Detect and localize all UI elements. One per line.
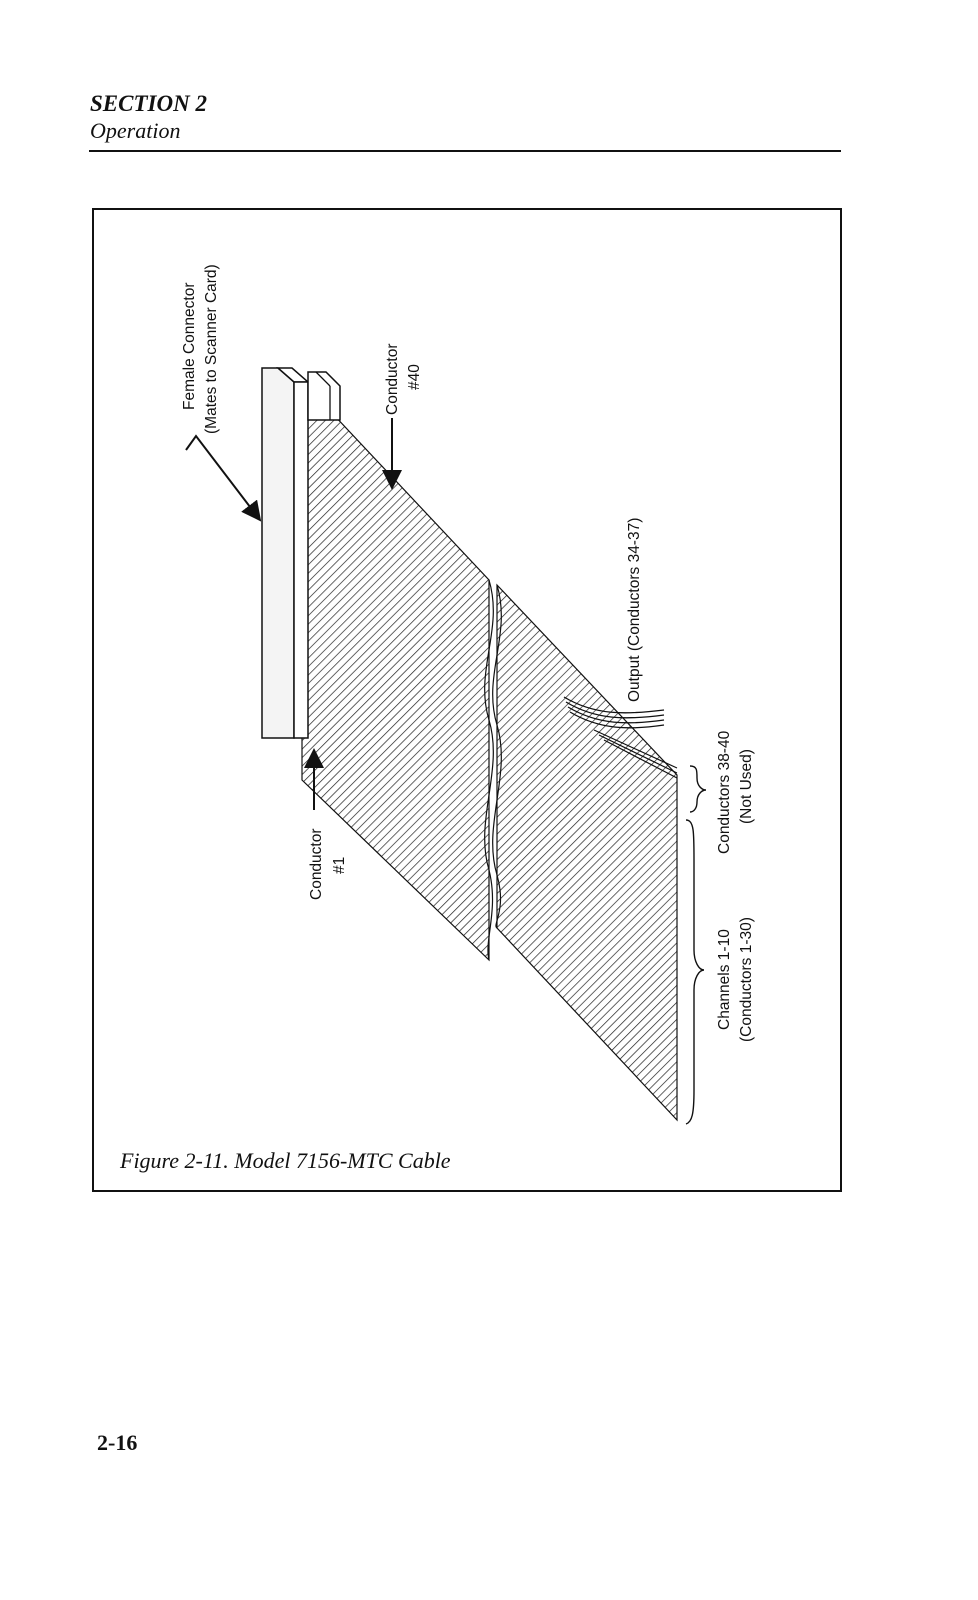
figure-caption: Figure 2-11. Model 7156-MTC Cable (120, 1148, 451, 1173)
cable-diagram (94, 210, 844, 1194)
unused-label-line1: Conductors 38-40 (716, 730, 733, 854)
header-rule (89, 150, 841, 152)
conductor1-label-line2: #1 (331, 856, 348, 874)
section-heading: SECTION 2 (90, 91, 207, 116)
conductor40-label-line2: #40 (406, 364, 423, 390)
output-label: Output (Conductors 34-37) (626, 517, 643, 702)
female-connector-label-line2: (Mates to Scanner Card) (203, 264, 220, 434)
ribbon-cable-lower (497, 585, 677, 1120)
section-subtitle: Operation (90, 118, 181, 143)
channels-label-line1: Channels 1-10 (716, 929, 733, 1030)
conductor40-label-line1: Conductor (384, 343, 401, 415)
ribbon-cable-upper (302, 396, 489, 960)
unused-brace (690, 766, 706, 812)
page-number: 2-16 (97, 1430, 138, 1455)
female-connector-leader (186, 436, 260, 520)
channels-brace (686, 820, 704, 1124)
female-connector-label-line1: Female Connector (181, 282, 198, 410)
figure-frame (92, 208, 842, 1192)
channels-label-line2: (Conductors 1-30) (738, 917, 755, 1042)
unused-label-line2: (Not Used) (738, 749, 755, 824)
conductor1-label-line1: Conductor (308, 828, 325, 900)
